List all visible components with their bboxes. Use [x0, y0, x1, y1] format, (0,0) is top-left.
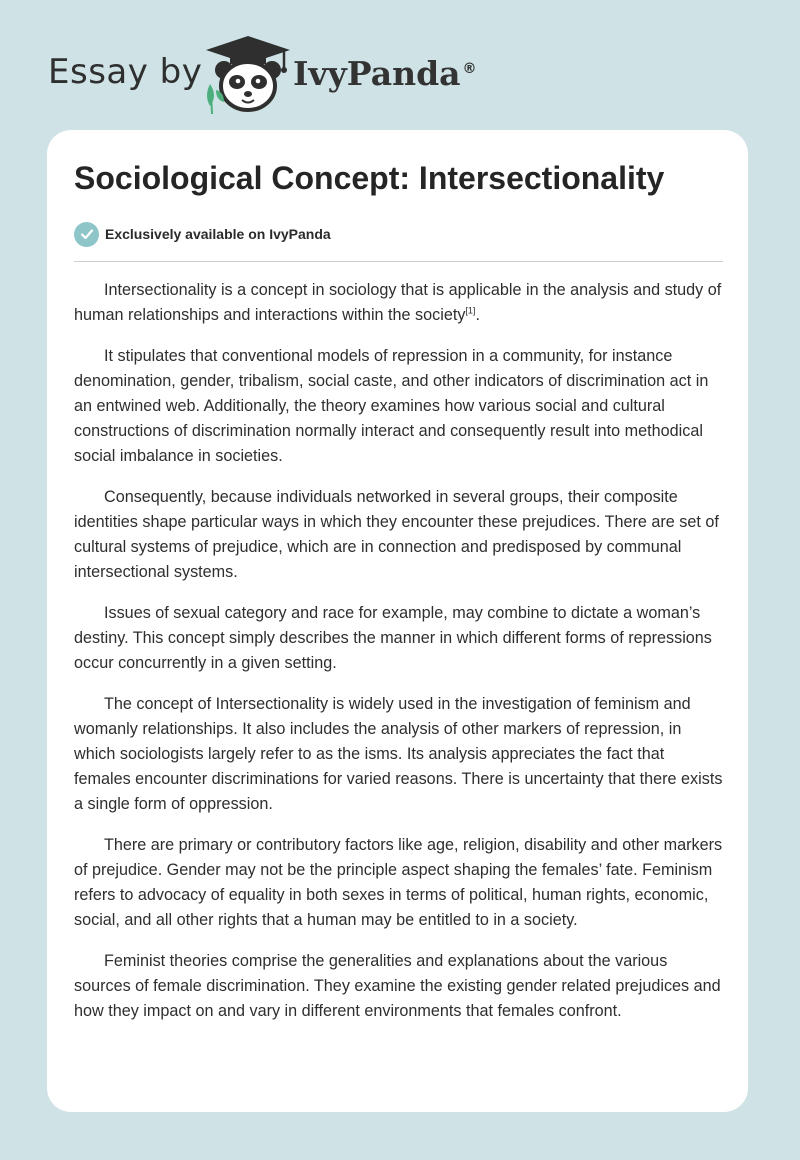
panda-graduate-icon [202, 34, 294, 114]
paragraph: It stipulates that conventional models of repression in a community, for instance denomination, gender, tribalism, social caste, and other indicators of discrimination act in an entwined web. Additionally, the theory examines how various social and cultural constructions of discrimination normally interact and consequently result into methodical social imbalance in societies. [74, 347, 709, 465]
brand-name: IvyPanda ® [293, 54, 477, 93]
essay-by-label: Essay by [48, 52, 203, 92]
exclusive-badge [74, 221, 331, 247]
divider [74, 261, 723, 262]
site-header [48, 34, 568, 114]
paragraph: Feminist theories comprise the generalities and explanations about the various sources of female discrimination. They examine the existing gender related prejudices and how they impact on and vary in different environments that females confront. [74, 952, 721, 1020]
paragraph: The concept of Intersectionality is widely used in the investigation of feminism and womanly relationships. It also includes the analysis of other markers of repression, in which sociologists largely refer to as the isms. Its analysis appreciates the fact that females encounter discriminations for varied reasons. There is uncertainty that there exists a single form of oppression. [74, 695, 723, 813]
paragraph: There are primary or contributory factors like age, religion, disability and other markers of prejudice. Gender may not be the principle aspect shaping the females’ fate. Feminism refers to advocacy of equality in both sexes in terms of political, human rights, economic, social, and all other rights that a human may be entitled to in a society. [74, 836, 723, 929]
page-title: Sociological Concept: Intersectionality [74, 160, 665, 196]
footnote-ref[interactable]: [1] [465, 305, 476, 316]
essay-card [47, 130, 748, 1112]
paragraph: Intersectionality is a concept in sociology that is applicable in the analysis and study of human relationships and interactions within the society[1]. [74, 281, 722, 324]
badge-text: Exclusively available on IvyPanda [105, 226, 331, 242]
essay-body [74, 278, 724, 1040]
paragraph: Issues of sexual category and race for example, may combine to dictate a woman’s destiny. This concept simply describes the manner in which different forms of repressions occur concurrently in a given setting. [74, 604, 712, 672]
check-icon [74, 222, 99, 247]
paragraph: Consequently, because individuals networked in several groups, their composite identities shape particular ways in which they encounter these prejudices. There are set of cultural systems of prejudice, which are in connection and predisposed by communal intersectional systems. [74, 488, 719, 581]
